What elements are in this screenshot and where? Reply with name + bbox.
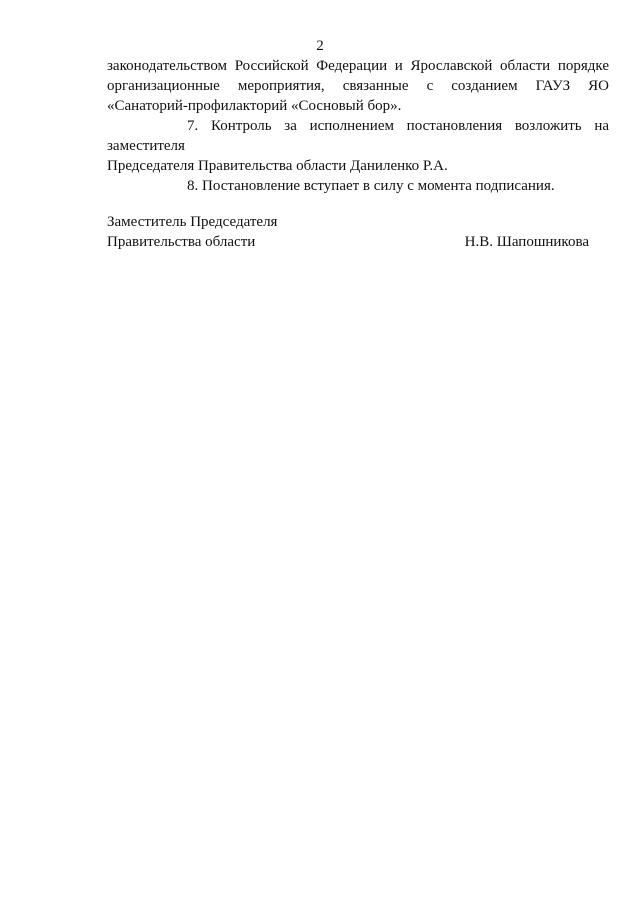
signer-row	[107, 232, 589, 252]
item-8-number: 8.	[187, 178, 199, 194]
item-8-line-1	[107, 176, 609, 196]
signer-title-line-1: Заместитель Председателя	[107, 214, 278, 230]
item-7-line-1	[107, 116, 609, 156]
signer-name: Н.В. Шапошникова	[464, 234, 589, 250]
signer-title-line-2: Правительства области	[107, 234, 256, 250]
item-7-text-1: Контроль за исполнением постановления возложить на заместителя	[107, 118, 610, 154]
document-body	[107, 56, 609, 196]
signature-block	[107, 212, 589, 252]
item-8-text-1: Постановление вступает в силу с момента подписания.	[202, 178, 555, 194]
item-7-number: 7.	[187, 118, 199, 134]
intro-line-2: организационные мероприятия, связанные с созданием ГАУЗ ЯО	[107, 78, 609, 94]
item-7-line-2: Председателя Правительства области Даниленко Р.А.	[107, 158, 448, 174]
page-number: 2	[316, 38, 324, 54]
intro-line-3: «Санаторий-профилакторий «Сосновый бор».	[107, 98, 402, 114]
intro-line-1: законодательством Российской Федерации и Ярославской области порядке	[107, 58, 609, 74]
